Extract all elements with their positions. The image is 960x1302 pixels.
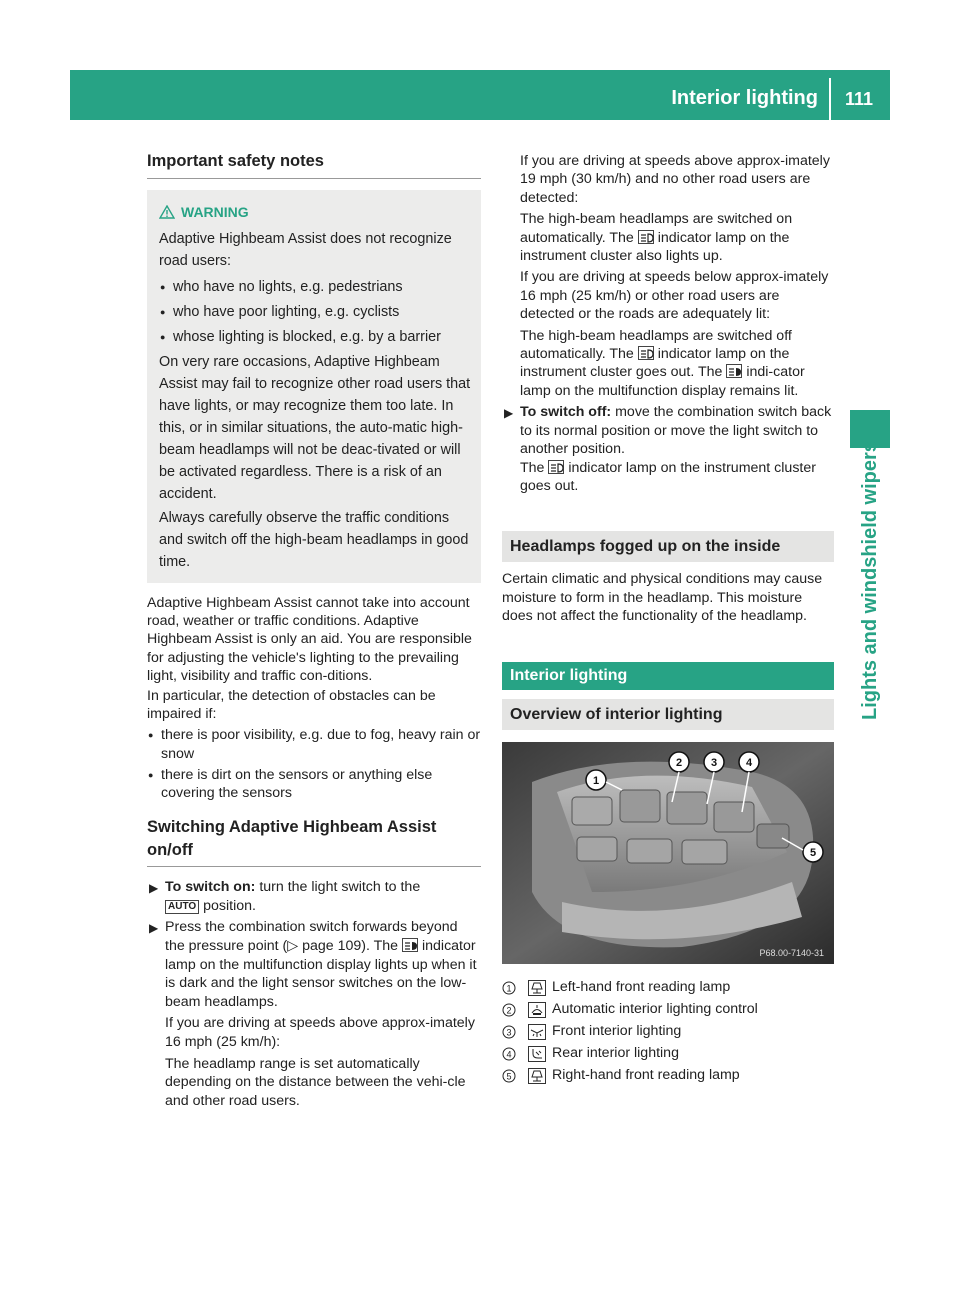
- svg-text:3: 3: [506, 1027, 512, 1038]
- legend-number: [502, 1025, 522, 1039]
- warning-box: [147, 190, 481, 583]
- image-code: P68.00-7140-31: [759, 947, 824, 958]
- legend-text: Rear interior lighting: [552, 1045, 679, 1062]
- adaptive-highbeam-icon: [726, 364, 742, 378]
- step-switch-off: [502, 403, 834, 495]
- step-paragraph: If you are driving at speeds above approx-imately 16 mph (25 km/h):: [165, 1015, 475, 1050]
- warning-title: WARNING: [181, 204, 249, 220]
- page-title: Interior lighting: [671, 87, 818, 109]
- warning-bullet: ● who have no lights, e.g. pedestrians: [159, 276, 473, 298]
- svg-text:1: 1: [592, 774, 600, 787]
- text-run: indicator lamp on the instrument cluster also lights up.: [520, 229, 790, 265]
- warning-bullet: ● whose lighting is blocked, e.g. by a barrier: [159, 326, 473, 348]
- header-divider: [829, 78, 831, 120]
- legend-number: [502, 1003, 522, 1017]
- warning-intro: Adaptive Highbeam Assist does not recognize road users:: [159, 231, 452, 269]
- legend-text: Right-hand front reading lamp: [552, 1067, 740, 1084]
- legend-text: Automatic interior lighting control: [552, 1001, 758, 1018]
- step-label: To switch off:: [520, 404, 612, 421]
- high-beam-icon: [638, 230, 654, 244]
- warning-bullet: ● who have poor lighting, e.g. cyclists: [159, 301, 473, 323]
- legend-text: Front interior lighting: [552, 1023, 682, 1040]
- body-paragraph: [502, 327, 834, 401]
- page-number: 111: [845, 89, 874, 109]
- step-text: turn the light switch to the: [259, 879, 421, 896]
- text-run: The high-beam headlamps are switched off automatically. The: [520, 327, 792, 363]
- heading-rule: [147, 178, 481, 179]
- legend-number: [502, 981, 522, 995]
- legend-text: Left-hand front reading lamp: [552, 979, 731, 996]
- svg-text:3: 3: [710, 756, 718, 769]
- legend-number: [502, 1069, 522, 1083]
- reading-lamp-icon: [528, 1068, 546, 1084]
- front-interior-icon: [528, 1024, 546, 1040]
- body-paragraph: If you are driving at speeds above approx-imately 19 mph (30 km/h) and no other road users are detected:: [520, 153, 830, 206]
- fog-text: Certain climatic and physical conditions may cause moisture to form in the headlamp. This moisture does not affect the functionality of the headlamp.: [502, 571, 823, 625]
- text-run: indi-cator lamp on the multifunction display remains lit.: [520, 364, 805, 399]
- step-switch-on: [147, 878, 481, 915]
- high-beam-icon: [638, 346, 654, 360]
- svg-text:2: 2: [506, 1005, 512, 1016]
- step-text: indicator lamp on the multifunction display lights up when it is dark and the light sensor switches on the low-beam headlamps.: [165, 938, 477, 1010]
- body-bullet: ● there is dirt on the sensors or anything else covering the sensors: [147, 766, 481, 802]
- auto-interior-icon: [528, 1002, 546, 1018]
- safety-heading: Important safety notes: [147, 152, 324, 170]
- warning-triangle-icon: [159, 205, 175, 219]
- fog-heading: Headlamps fogged up on the inside: [502, 531, 834, 562]
- svg-text:4: 4: [745, 756, 753, 769]
- step-text: position.: [203, 897, 256, 914]
- svg-text:4: 4: [506, 1049, 512, 1060]
- body-paragraph: [502, 210, 834, 265]
- legend-item: [502, 1021, 834, 1043]
- legend-item: [502, 999, 834, 1021]
- legend-item: [502, 1043, 834, 1065]
- body-paragraph: If you are driving at speeds below approx-imately 16 mph (25 km/h) or other road users are detected or the roads are adequately lit:: [520, 269, 829, 323]
- adaptive-highbeam-icon: [402, 938, 418, 952]
- section-heading-interior: Interior lighting: [502, 662, 834, 690]
- heading-rule: [147, 866, 481, 867]
- reading-lamp-icon: [528, 980, 546, 996]
- text-run: The high-beam headlamps are switched on automatically. The: [520, 211, 793, 246]
- svg-text:2: 2: [675, 756, 683, 769]
- svg-text:5: 5: [506, 1071, 512, 1082]
- legend-number: [502, 1047, 522, 1061]
- auto-light-icon: AUTO: [165, 900, 199, 914]
- step-arrow-icon: ▶: [149, 921, 159, 936]
- text-run: indicator lamp on the instrument cluster goes out. The: [520, 346, 790, 381]
- body-bullet: ● there is poor visibility, e.g. due to fog, heavy rain or snow: [147, 726, 481, 762]
- body-paragraph: Adaptive Highbeam Assist cannot take into account road, weather or traffic conditions. Adaptive Highbeam Assist is only an aid. You are responsible for adjusting the vehicle's lighting to the prevailing light, visibility and traffic con-ditions.: [147, 595, 472, 684]
- chapter-label-wrap: [851, 441, 891, 720]
- step-press-switch: [147, 918, 481, 1011]
- step-text: Press the combination switch forwards beyond the pressure point (▷ page 109).: [165, 919, 458, 955]
- legend-item: [502, 1065, 834, 1087]
- svg-text:1: 1: [506, 983, 512, 994]
- chapter-label: Lights and windshield wipers: [859, 441, 881, 720]
- legend-item: [502, 977, 834, 999]
- step-arrow-icon: ▶: [504, 406, 514, 421]
- step-text: The: [520, 459, 545, 476]
- rear-interior-icon: [528, 1046, 546, 1062]
- warning-paragraph: Always carefully observe the traffic conditions and switch off the high-beam headlamps in good time.: [159, 510, 469, 570]
- warning-paragraph: On very rare occasions, Adaptive Highbeam Assist may fail to recognize other road users that have lights, or may recognize them too late. In this, or in similar situations, the auto-matic high-beam headlamps will not be deac-tivated or will be activated regardless. There is a risk of an accident.: [159, 354, 471, 502]
- legend: [502, 977, 834, 1087]
- step-text: move the combination switch back to its normal position or move the light switch to another position.: [520, 404, 832, 458]
- switch-heading: Switching Adaptive Highbeam Assist on/off: [147, 818, 437, 860]
- warning-header: [159, 202, 473, 222]
- svg-text:5: 5: [809, 846, 817, 859]
- high-beam-icon: [548, 460, 564, 474]
- step-text: The: [373, 938, 399, 955]
- step-text: indicator lamp on the instrument cluster goes out.: [520, 459, 816, 494]
- right-column: [502, 152, 834, 1087]
- left-column: [147, 150, 481, 1110]
- interior-lighting-photo: [502, 742, 834, 964]
- overview-heading: Overview of interior lighting: [502, 699, 834, 730]
- step-arrow-icon: ▶: [149, 881, 159, 896]
- body-paragraph: In particular, the detection of obstacles can be impaired if:: [147, 688, 436, 723]
- step-paragraph: The headlamp range is set automatically depending on the distance between the vehi-cle and other road users.: [165, 1055, 466, 1109]
- step-label: To switch on:: [165, 879, 256, 896]
